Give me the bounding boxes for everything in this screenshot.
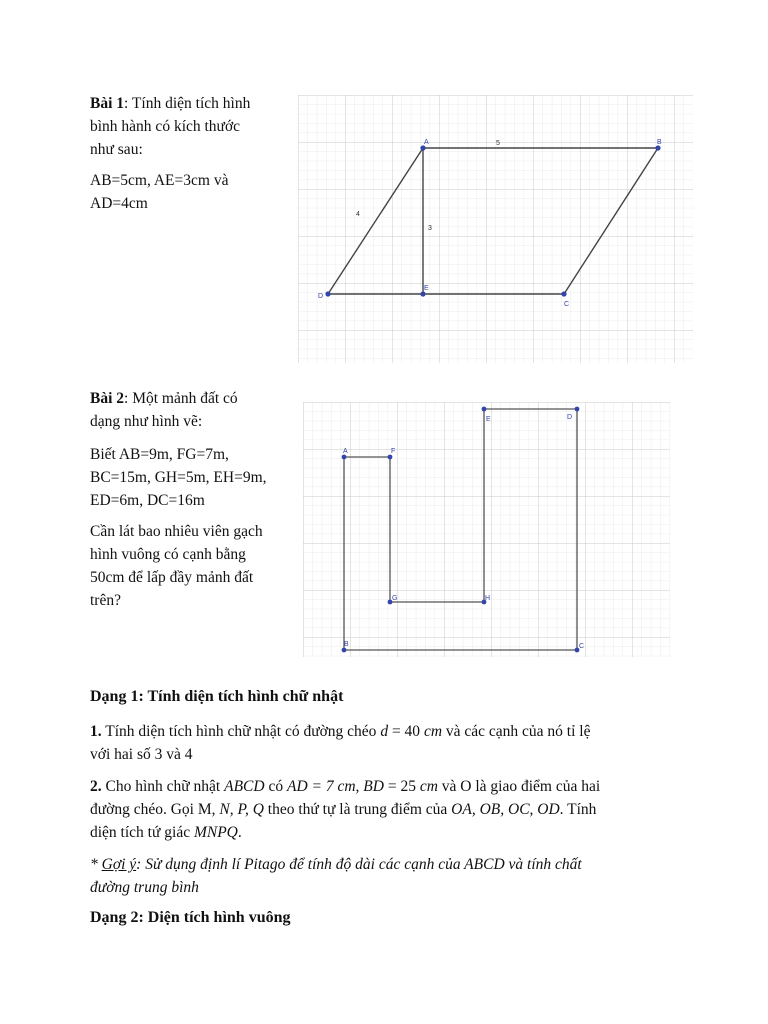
- label-c: C: [579, 643, 585, 650]
- length-ad: 4: [356, 211, 360, 218]
- point-e: [482, 407, 487, 412]
- p2-text-c: = 25: [383, 778, 420, 795]
- ex2-given-1: Biết AB=9m, FG=7m,: [90, 446, 229, 463]
- ex2-given-2: BC=15m, GH=5m, EH=9m,: [90, 469, 267, 486]
- ex1-given: [90, 169, 300, 215]
- label-d: D: [567, 414, 573, 421]
- point-a: [342, 455, 347, 460]
- ex1-prompt: [90, 92, 300, 161]
- ex2-prompt-a: : Một mảnh đất có: [124, 390, 238, 407]
- label-d: D: [318, 293, 324, 300]
- section1-title: Dạng 1: Tính diện tích hình chữ nhật: [90, 688, 344, 705]
- p2-abcd: ABCD: [224, 778, 265, 795]
- p2-line3-a: diện tích tứ giác: [90, 824, 194, 841]
- ex2-given: [90, 443, 305, 512]
- label-e: E: [486, 416, 491, 423]
- p2-line3-c: .: [237, 824, 242, 841]
- section1-problem2: [90, 775, 700, 844]
- p2-ad: AD = 7 cm, BD: [286, 778, 384, 795]
- point-d: [325, 291, 330, 296]
- point-d: [575, 407, 580, 412]
- p2-line2-d: OA, OB, OC, OD: [451, 801, 560, 818]
- p2-line2-a: đường chéo. Gọi M,: [90, 801, 220, 818]
- p1-d: d: [380, 723, 389, 740]
- section1-hint: [90, 853, 700, 899]
- label-f: F: [391, 448, 396, 455]
- ex1-given-1: AB=5cm, AE=3cm và: [90, 172, 229, 189]
- label-a: A: [424, 139, 429, 146]
- hint-label: Gợi ý: [101, 856, 137, 873]
- ex2-question-2: hình vuông có cạnh bằng: [90, 546, 246, 563]
- ex1-given-2: AD=4cm: [90, 195, 148, 212]
- ex1-grid: [298, 95, 693, 363]
- hint-star: *: [90, 856, 102, 873]
- p2-line2-b: N, P, Q: [219, 801, 264, 818]
- point-a: [420, 145, 425, 150]
- ex2-question-4: trên?: [90, 592, 121, 609]
- p2-text-a: Cho hình chữ nhật: [101, 778, 225, 795]
- p2-line2-e: . Tính: [559, 801, 597, 818]
- point-f: [388, 455, 393, 460]
- section2-title: Dạng 2: Diện tích hình vuông: [90, 909, 291, 926]
- label-g: G: [392, 595, 398, 602]
- label-a: A: [343, 448, 348, 455]
- label-h: H: [485, 595, 491, 602]
- label-b: B: [657, 139, 662, 146]
- ex2-label: Bài 2: [90, 390, 125, 407]
- label-c: C: [564, 301, 570, 308]
- problem1-number: 1.: [90, 723, 102, 740]
- p1-text-a: Tính diện tích hình chữ nhật có đường chéo: [101, 723, 381, 740]
- ex1-prompt-c: như sau:: [90, 141, 143, 158]
- p1-line2: với hai số 3 và 4: [90, 746, 193, 763]
- problem2-number: 2.: [90, 778, 102, 795]
- ex2-figure-land-plot: [303, 402, 670, 657]
- ex2-question-1: Cần lát bao nhiêu viên gạch: [90, 523, 263, 540]
- hint-text: : Sử dụng định lí Pitago để tính độ dài các cạnh của ABCD và tính chất: [136, 856, 582, 873]
- ex2-prompt: [90, 387, 305, 433]
- p1-text-b: = 40: [388, 723, 424, 740]
- ex1-prompt-b: bình hành có kích thước: [90, 118, 241, 135]
- ex2-question: [90, 520, 305, 612]
- ex1-label: Bài 1: [90, 95, 125, 112]
- ex1-figure-parallelogram: [298, 95, 693, 363]
- length-ab: 5: [496, 140, 500, 147]
- p2-text-b: có: [264, 778, 287, 795]
- p2-cm: cm: [419, 778, 438, 795]
- point-e: [420, 291, 425, 296]
- section1-problem1: [90, 720, 690, 766]
- p2-text-d: và O là giao điểm của hai: [437, 778, 601, 795]
- length-ae: 3: [428, 225, 432, 232]
- p2-line2-c: theo thứ tự là trung điểm của: [263, 801, 452, 818]
- ex2-grid: [303, 402, 670, 657]
- ex2-given-3: ED=6m, DC=16m: [90, 492, 205, 509]
- label-b: B: [344, 641, 349, 648]
- point-b: [342, 648, 347, 653]
- point-b: [655, 145, 660, 150]
- ex2-question-3: 50cm để lấp đầy mảnh đất: [90, 569, 254, 586]
- ex1-prompt-a: : Tính diện tích hình: [124, 95, 251, 112]
- label-e: E: [424, 285, 429, 292]
- p1-cm: cm: [423, 723, 443, 740]
- hint-line2: đường trung bình: [90, 879, 199, 896]
- ex2-prompt-b: dạng như hình vẽ:: [90, 413, 203, 430]
- p1-text-c: và các cạnh của nó tỉ lệ: [442, 723, 591, 740]
- point-c: [561, 291, 566, 296]
- p2-line3-b: MNPQ: [193, 824, 238, 841]
